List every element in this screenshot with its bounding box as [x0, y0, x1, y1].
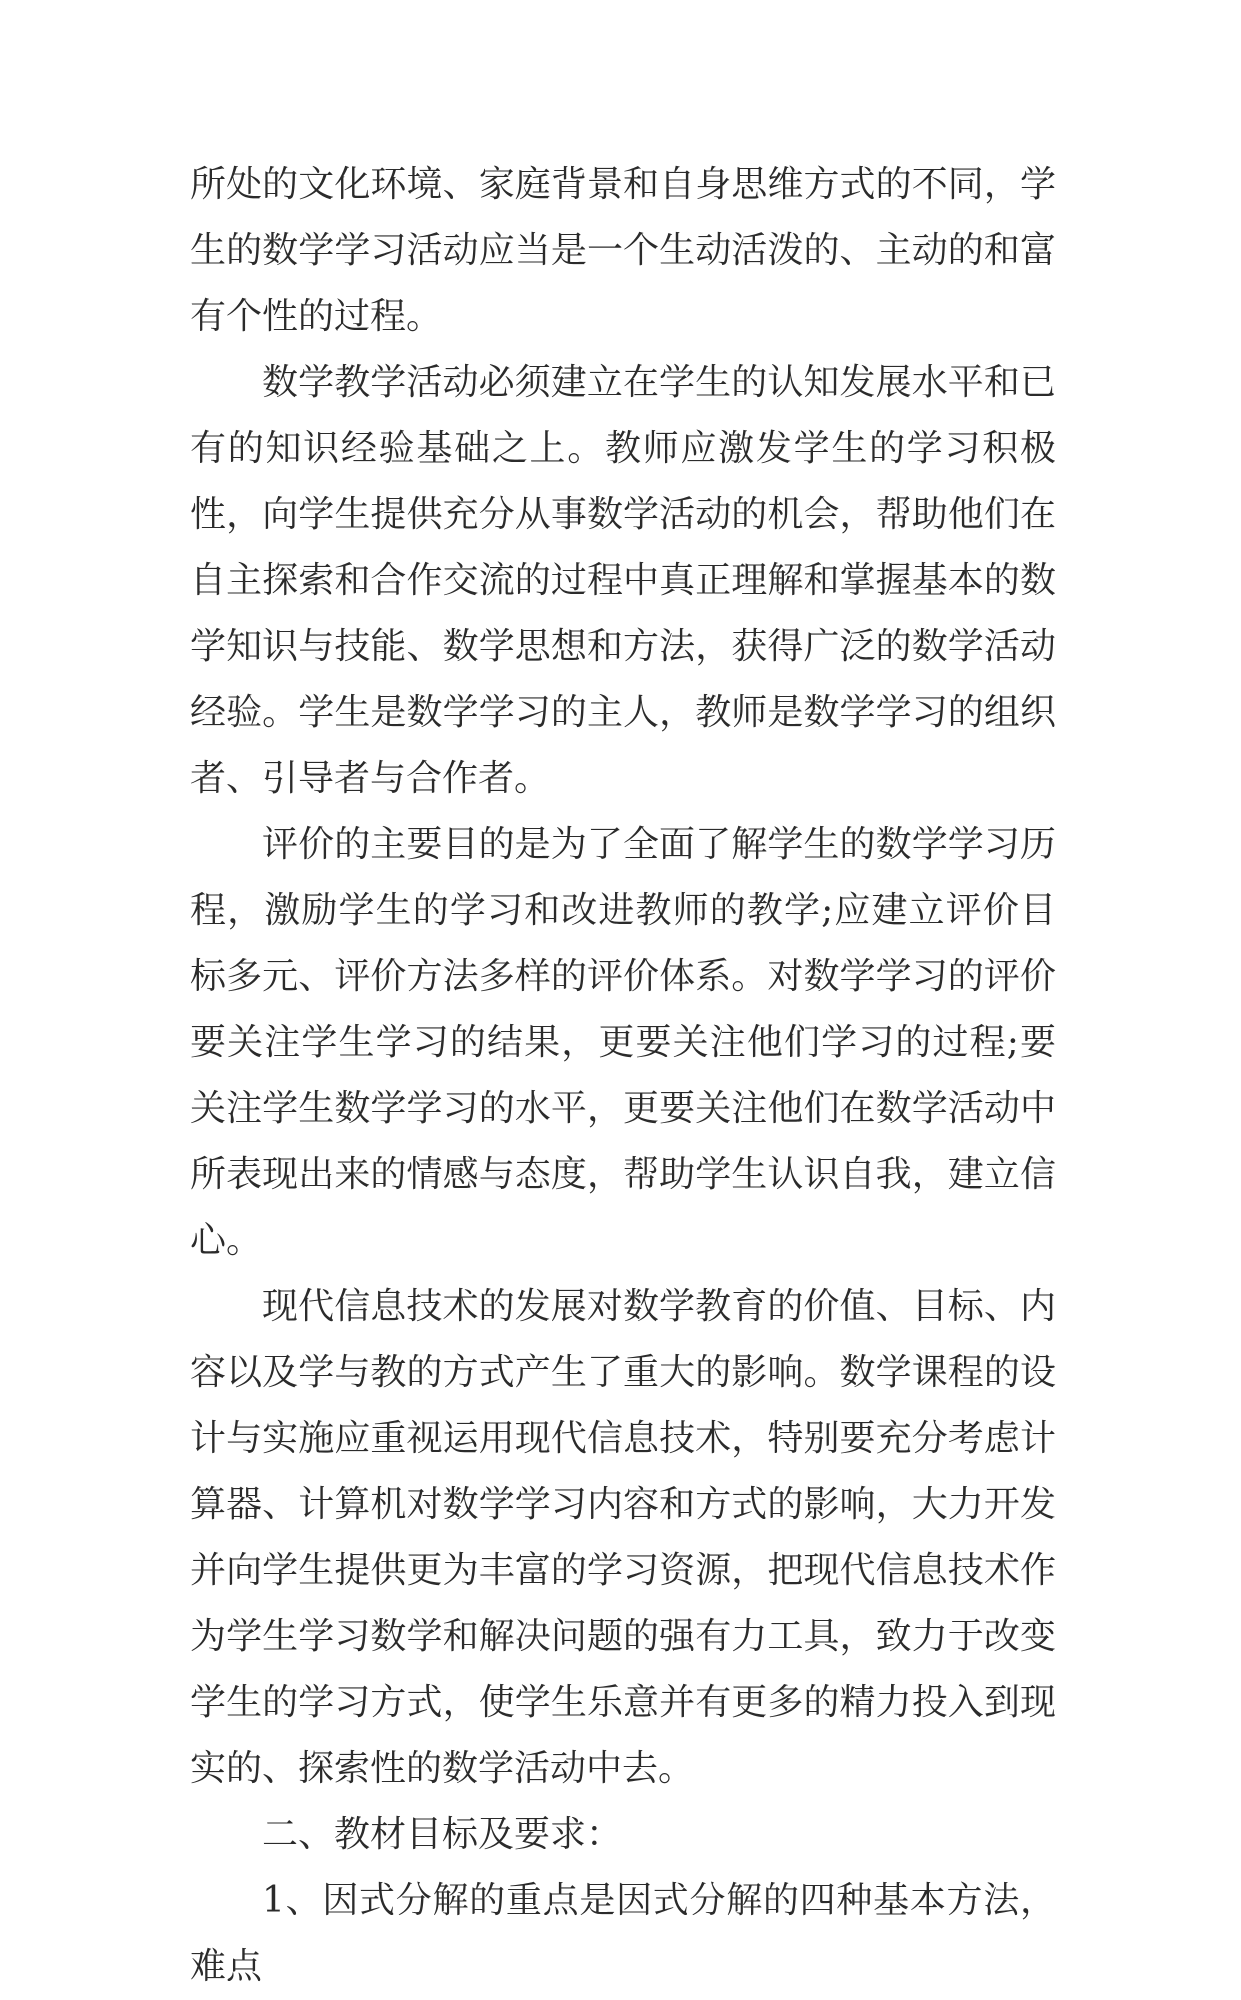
list-item-factorization: 1、因式分解的重点是因式分解的四种基本方法，难点: [190, 1880, 1056, 1987]
paragraph-teaching-activities: 数学教学活动必须建立在学生的认知发展水平和已有的知识经验基础之上。教师应激发学生的学习积极性，向学生提供充分从事数学活动的机会，帮助他们在自主探索和合作交流的过程中真正理解和掌握基本的数学知识与技能、数学思想和方法，获得广泛的数学活动经验。学生是数学学习的主人，教师是数学学习的组织者、引导者与合作者。: [190, 362, 1056, 799]
document-body: [190, 152, 1056, 2000]
paragraph-information-technology: 现代信息技术的发展对数学教育的价值、目标、内容以及学与教的方式产生了重大的影响。数学课程的设计与实施应重视运用现代信息技术，特别要充分考虑计算器、计算机对数学学习内容和方式的影响，大力开发并向学生提供更为丰富的学习资源，把现代信息技术作为学生学习数学和解决问题的强有力工具，致力于改变学生的学习方式，使学生乐意并有更多的精力投入到现实的、探索性的数学活动中去。: [190, 1286, 1056, 1789]
paragraph-evaluation: 评价的主要目的是为了全面了解学生的数学学习历程，激励学生的学习和改进教师的教学;应建立评价目标多元、评价方法多样的评价体系。对数学学习的评价要关注学生学习的结果，更要关注他们学习的过程;要关注学生数学学习的水平，更要关注他们在数学活动中所表现出来的情感与态度，帮助学生认识自我，建立信心。: [190, 824, 1056, 1261]
section-heading-textbook-goals: 二、教材目标及要求：: [262, 1814, 623, 1855]
paragraph-continued: 所处的文化环境、家庭背景和自身思维方式的不同，学生的数学学习活动应当是一个生动活泼的、主动的和富有个性的过程。: [190, 164, 1056, 337]
